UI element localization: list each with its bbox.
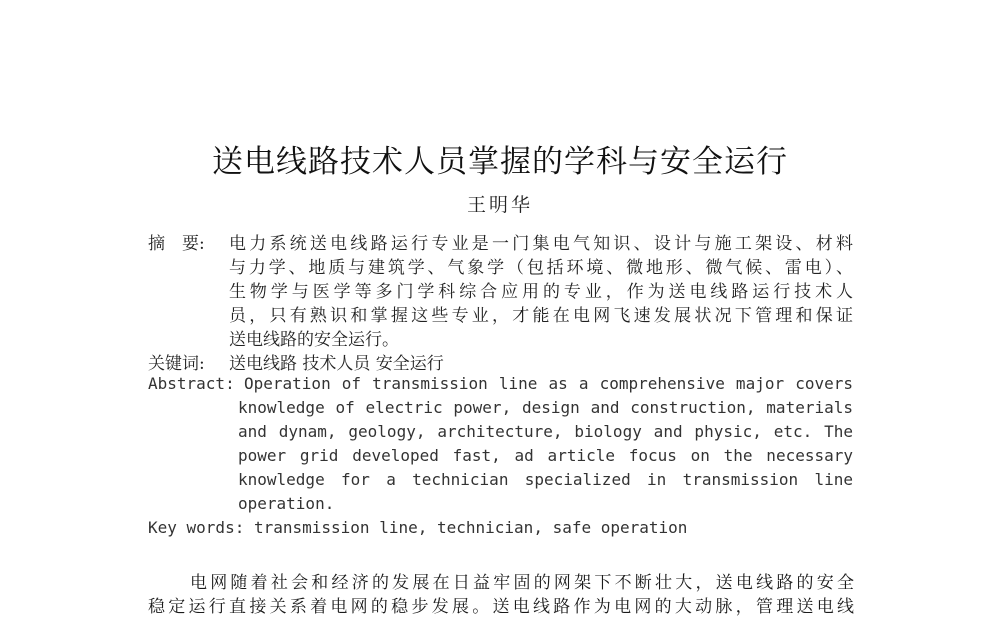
abstract-en-line: knowledge for a technician specialized in transmission line <box>238 470 853 489</box>
abstract-zh-line: 送电线路的安全运行。 <box>229 330 399 350</box>
abstract-en-line: power grid developed fast, ad article focus on the necessary <box>238 446 853 465</box>
abstract-zh-line: 生物学与医学等多门学科综合应用的专业，作为送电线路运行技术人 <box>229 282 853 302</box>
keywords-zh-label: 关键词: <box>148 354 205 374</box>
abstract-en-line: and dynam, geology, architecture, biology and physic, etc. The <box>238 422 853 441</box>
abstract-en-line: knowledge of electric power, design and construction, materials <box>238 398 853 417</box>
paper-author: 王明华 <box>466 194 533 216</box>
abstract-zh-line: 电力系统送电线路运行专业是一门集电气知识、设计与施工架设、材料 <box>229 234 853 254</box>
abstract-zh-label: 摘 要: <box>148 234 205 254</box>
abstract-zh-line: 与力学、地质与建筑学、气象学（包括环境、微地形、微气候、雷电）、 <box>229 258 853 278</box>
abstract-en-line: operation. <box>238 494 335 513</box>
abstract-en-line: Operation of transmission line as a comprehensive major covers <box>244 374 853 393</box>
abstract-en-label: Abstract: <box>148 374 235 393</box>
paper-title: 送电线路技术人员掌握的学科与安全运行 <box>212 144 788 180</box>
body-paragraph-line: 稳定运行直接关系着电网的稳步发展。送电线路作为电网的大动脉，管理送电线 <box>148 597 854 617</box>
keywords-en-text: Key words: transmission line, technician, safe operation <box>148 518 688 537</box>
abstract-zh-line: 员，只有熟识和掌握这些专业，才能在电网飞速发展状况下管理和保证 <box>229 306 853 326</box>
body-paragraph-line: 电网随着社会和经济的发展在日益牢固的网架下不断壮大，送电线路的安全 <box>190 573 854 593</box>
keywords-zh-text: 送电线路 技术人员 安全运行 <box>229 354 444 374</box>
